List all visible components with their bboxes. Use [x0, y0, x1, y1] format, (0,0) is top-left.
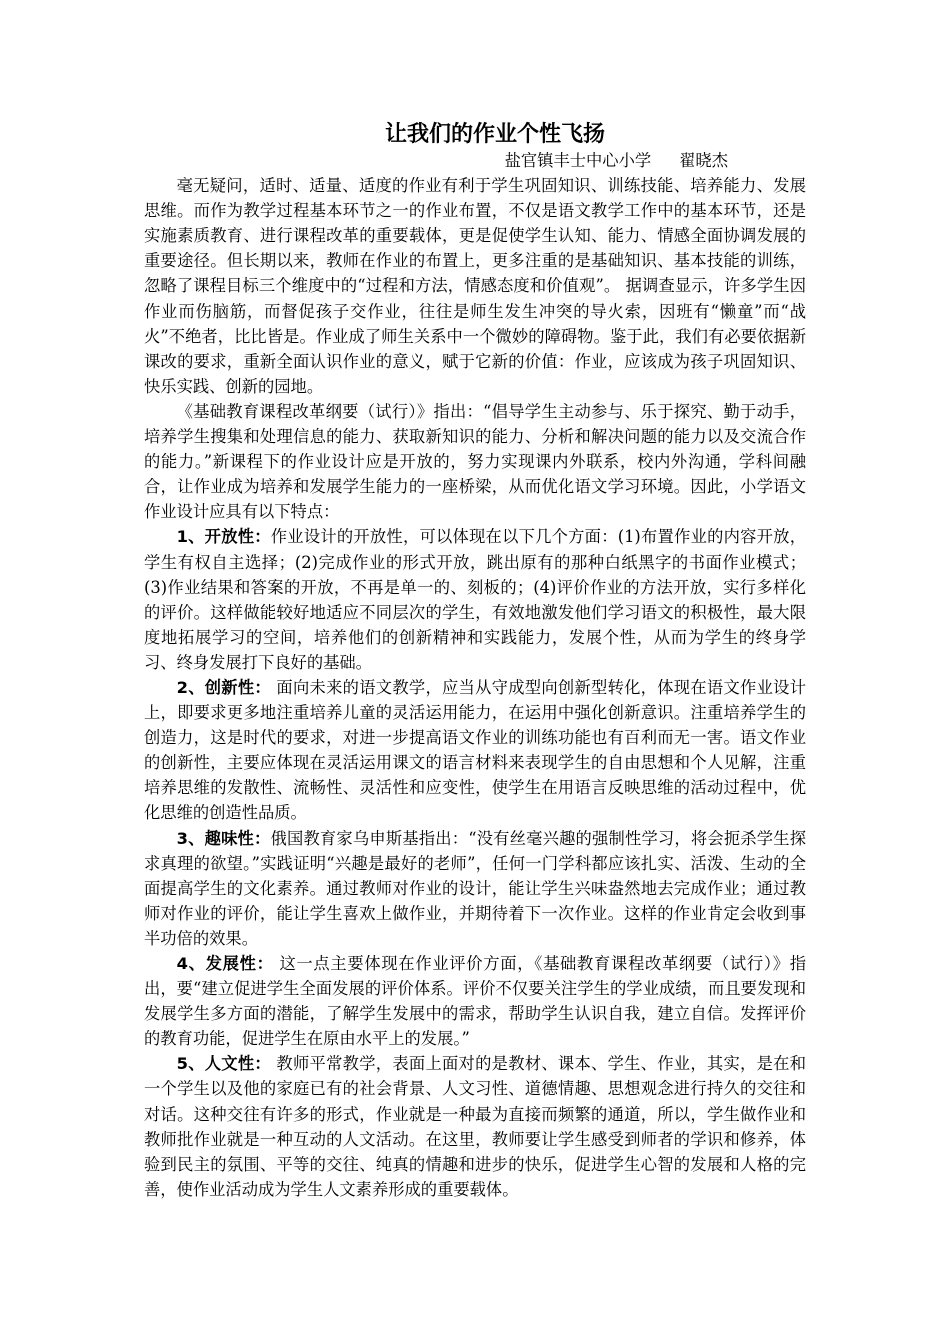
- paragraph-text: 毫无疑问，适时、适量、适度的作业有利于学生巩固知识、训练技能、培养能力、发展思维。而作为教学过程基本环节之一的作业布置，不仅是语文教学工作中的基本环节，还是实施素质教育、进行课程改革的重要载体，更是促使学生认知、能力、情感全面协调发展的重要途径。但长期以来，教师在作业的布置上，更多注重的是基础知识、基本技能的训练，忽略了课程目标三个维度中的“过程和方法，情感态度和价值观”。 据调查显示，许多学生因作业而伤脑筋，而督促孩子交作业，往往是师生发生冲突的导火索，因班有“懒童”而“战火”不绝者，比比皆是。作业成了师生关系中一个微妙的障碍物。鉴于此，我们有必要依据新课改的要求，重新全面认识作业的意义，赋于它新的价值：作业，应该成为孩子巩固知识、快乐实践、创新的园地。: [144, 176, 806, 396]
- paragraph-text: 面向未来的语文教学，应当从守成型向创新型转化，体现在语文作业设计上，即要求更多地注重培养儿童的灵活运用能力，在运用中强化创新意识。注重培养学生的创造力，这是时代的要求，对进一步提高语文作业的训练功能也有百利而无一害。语文作业的创新性，主要应体现在灵活运用课文的语言材料来表现学生的自由思想和个人见解，注重培养思维的发散性、流畅性、灵活性和应变性，使学生在用语言反映思维的活动过程中，优化思维的创造性品质。: [144, 677, 806, 823]
- paragraph-development: [144, 951, 806, 1051]
- paragraph-text: 《基础教育课程改革纲要（试行）》指出：“倡导学生主动参与、乐于探究、勤于动手，培养学生搜集和处理信息的能力、获取新知识的能力、分析和解决问题的能力以及交流合作的能力。”新课程下的作业设计应是开放的，努力实现课内外联系，校内外沟通，学科间融合，让作业成为培养和发展学生能力的一座桥梁，从而优化语文学习环境。因此，小学语文作业设计应具有以下特点：: [144, 401, 806, 522]
- paragraph-lead: 4、发展性：: [176, 954, 274, 973]
- paragraph-interest: [144, 826, 806, 951]
- paragraph-intro: [144, 173, 806, 399]
- school-name: 盐官镇丰士中心小学: [504, 151, 652, 170]
- document-page: [144, 118, 806, 1202]
- paragraph-innovation: [144, 675, 806, 826]
- author-name: 翟晓杰: [679, 151, 728, 170]
- paragraph-text: 作业设计的开放性，可以体现在以下几个方面：(1)布置作业的内容开放，学生有权自主选择；(2)完成作业的形式开放，跳出原有的那种白纸黑字的书面作业模式；(3)作业结果和答案的开放，不再是单一的、刻板的；(4)评价作业的方法开放，实行多样化的评价。这样做能较好地适应不同层次的学生，有效地激发他们学习语文的积极性，最大限度地拓展学习的空间，培养他们的创新精神和实践能力，发展个性，从而为学生的终身学习、终身发展打下良好的基础。: [144, 527, 806, 672]
- paragraph-lead: 2、创新性：: [176, 677, 271, 697]
- paragraph-text: 教师平常教学，表面上面对的是教材、课本、学生、作业，其实，是在和一个学生以及他的家庭已有的社会背景、人文习性、道德情趣、思想观念进行持久的交往和对话。这种交往有许多的形式，作业就是一种最为直接而频繁的通道，所以，学生做作业和教师批作业就是一种互动的人文活动。在这里，教师要让学生感受到师者的学识和修养，体验到民主的氛围、平等的交往、纯真的情趣和进步的快乐，促进学生心智的发展和人格的完善，使作业活动成为学生人文素养形成的重要载体。: [144, 1054, 806, 1199]
- paragraph-guideline: [144, 399, 806, 524]
- paragraph-humanism: [144, 1051, 806, 1202]
- paragraph-lead: 3、趣味性：: [176, 828, 271, 848]
- page-title: 让我们的作业个性飞扬: [384, 122, 605, 147]
- paragraph-text: 这一点主要体现在作业评价方面，《基础教育课程改革纲要（试行）》指出，要“建立促进学生全面发展的评价体系。评价不仅要关注学生的学业成绩，而且要发现和发展学生多方面的潜能，了解学生发展中的需求，帮助学生认识自我，建立自信。发挥评价的教育功能，促进学生在原由水平上的发展。”: [144, 954, 806, 1049]
- paragraph-lead: 5、人文性：: [176, 1054, 271, 1074]
- paragraph-text: 俄国教育家乌申斯基指出：“没有丝毫兴趣的强制性学习，将会扼杀学生探求真理的欲望。”实践证明“兴趣是最好的老师”，任何一门学科都应该扎实、活泼、生动的全面提高学生的文化素养。通过教师对作业的设计，能让学生兴味盎然地去完成作业；通过教师对作业的评价，能让学生喜欢上做作业，并期待着下一次作业。这样的作业肯定会收到事半功倍的效果。: [144, 828, 806, 948]
- paragraph-openness: [144, 524, 806, 675]
- paragraph-lead: 1、开放性：: [176, 527, 271, 547]
